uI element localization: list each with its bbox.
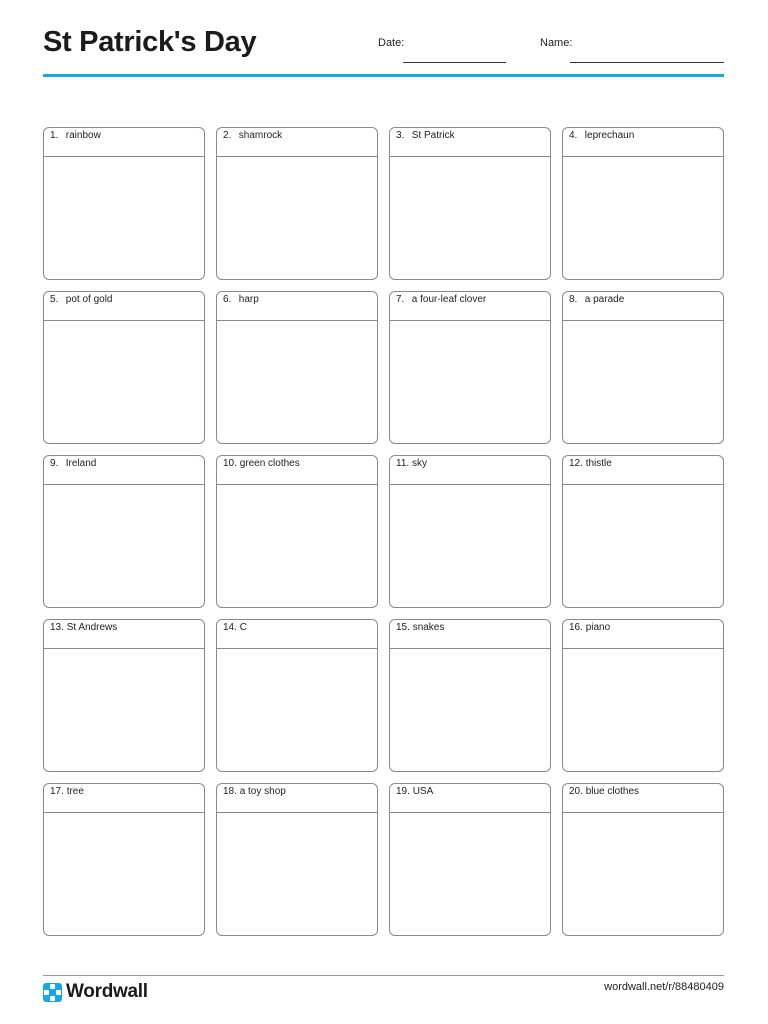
wordwall-logo-icon (43, 983, 62, 1002)
card-number: 11. (396, 458, 410, 469)
wordwall-logo (43, 981, 148, 1003)
answer-card (562, 127, 724, 280)
card-number: 19. (396, 786, 410, 797)
card-header (563, 128, 723, 157)
card-number: 13. (50, 622, 64, 633)
card-number: 18. (223, 786, 237, 797)
card-number: 1. (50, 130, 59, 141)
answer-card (562, 783, 724, 936)
card-number: 12. (569, 458, 583, 469)
card-drawing-area (217, 813, 377, 935)
card-label: a toy shop (239, 786, 286, 797)
answer-card (216, 127, 378, 280)
card-header (44, 292, 204, 321)
card-number: 7. (396, 294, 405, 305)
card-header (563, 292, 723, 321)
header-divider (43, 74, 724, 77)
card-label: sky (411, 458, 427, 469)
card-header (44, 620, 204, 649)
card-number: 15. (396, 622, 410, 633)
card-number: 14. (223, 622, 237, 633)
card-drawing-area (563, 321, 723, 443)
card-label: piano (585, 622, 611, 633)
card-number: 8. (569, 294, 578, 305)
answer-card (562, 291, 724, 444)
card-header (390, 620, 550, 649)
answer-card (389, 783, 551, 936)
card-number: 2. (223, 130, 232, 141)
card-number: 6. (223, 294, 232, 305)
card-label: snakes (412, 622, 445, 633)
answer-card (389, 619, 551, 772)
answer-card (389, 291, 551, 444)
card-label: St Patrick (411, 130, 455, 141)
card-drawing-area (44, 485, 204, 607)
card-header (563, 784, 723, 813)
footer-divider (43, 975, 724, 976)
card-header (390, 292, 550, 321)
card-drawing-area (390, 813, 550, 935)
answer-card (389, 127, 551, 280)
card-drawing-area (217, 649, 377, 771)
card-number: 17. (50, 786, 64, 797)
card-label: leprechaun (584, 130, 635, 141)
card-header (217, 784, 377, 813)
card-header (390, 456, 550, 485)
answer-card (216, 783, 378, 936)
card-header (217, 292, 377, 321)
card-number: 10. (223, 458, 237, 469)
card-grid (43, 127, 724, 936)
card-drawing-area (217, 321, 377, 443)
card-header (390, 784, 550, 813)
card-header (44, 128, 204, 157)
answer-card (43, 455, 205, 608)
card-label: USA (412, 786, 434, 797)
card-header (44, 456, 204, 485)
name-label: Name: (540, 37, 573, 49)
card-drawing-area (217, 157, 377, 279)
answer-card (43, 291, 205, 444)
card-drawing-area (390, 485, 550, 607)
card-label: green clothes (239, 458, 300, 469)
card-header (217, 620, 377, 649)
card-drawing-area (563, 649, 723, 771)
answer-card (562, 619, 724, 772)
answer-card (216, 619, 378, 772)
date-label: Date: (378, 37, 405, 49)
card-drawing-area (563, 813, 723, 935)
date-field-line (403, 62, 506, 63)
card-drawing-area (563, 157, 723, 279)
card-header (44, 784, 204, 813)
card-label: St Andrews (66, 622, 118, 633)
card-drawing-area (390, 157, 550, 279)
card-number: 9. (50, 458, 59, 469)
card-number: 5. (50, 294, 59, 305)
answer-card (562, 455, 724, 608)
card-header (563, 456, 723, 485)
card-label: shamrock (238, 130, 283, 141)
card-label: Ireland (65, 458, 97, 469)
card-label: harp (238, 294, 259, 305)
answer-card (389, 455, 551, 608)
card-label: pot of gold (65, 294, 113, 305)
answer-card (43, 783, 205, 936)
card-label: blue clothes (585, 786, 640, 797)
card-label: tree (66, 786, 84, 797)
card-drawing-area (44, 157, 204, 279)
card-label: a parade (584, 294, 625, 305)
card-header (563, 620, 723, 649)
card-number: 20. (569, 786, 583, 797)
card-drawing-area (44, 813, 204, 935)
card-header (217, 128, 377, 157)
card-number: 3. (396, 130, 405, 141)
card-label: C (239, 622, 247, 633)
card-header (390, 128, 550, 157)
card-drawing-area (217, 485, 377, 607)
brand-name: Wordwall (66, 981, 148, 1002)
card-label: a four-leaf clover (411, 294, 487, 305)
card-number: 16. (569, 622, 583, 633)
answer-card (216, 455, 378, 608)
answer-card (43, 127, 205, 280)
card-label: rainbow (65, 130, 101, 141)
card-label: thistle (585, 458, 612, 469)
card-drawing-area (563, 485, 723, 607)
card-header (217, 456, 377, 485)
card-drawing-area (44, 649, 204, 771)
card-number: 4. (569, 130, 578, 141)
answer-card (216, 291, 378, 444)
page-title: St Patrick's Day (43, 26, 257, 58)
activity-url: wordwall.net/r/88480409 (604, 981, 724, 993)
card-drawing-area (390, 649, 550, 771)
card-drawing-area (44, 321, 204, 443)
name-field-line (570, 62, 724, 63)
card-drawing-area (390, 321, 550, 443)
answer-card (43, 619, 205, 772)
